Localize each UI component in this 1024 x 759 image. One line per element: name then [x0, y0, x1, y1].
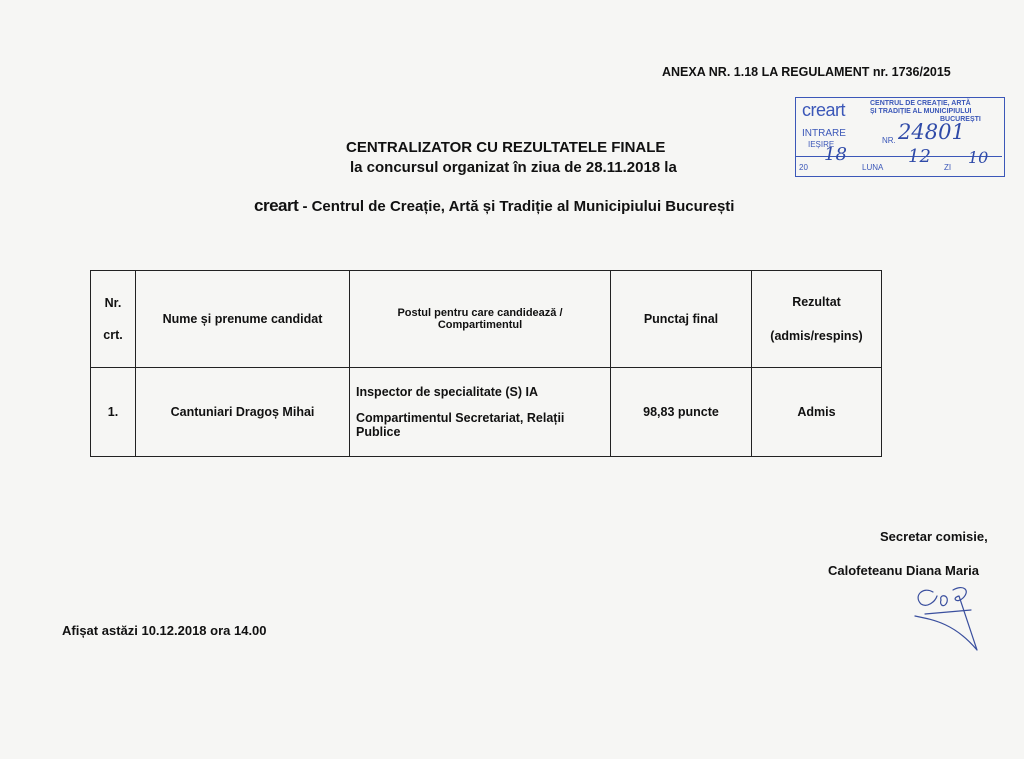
header-nr-line2: crt.	[103, 328, 123, 342]
secretary-name: Calofeteanu Diana Maria	[828, 563, 979, 578]
cell-post-department: Compartimentul Secretariat, Relații Publice	[356, 411, 565, 439]
stamp-org-line: CENTRUL DE CREAȚIE, ARTĂ	[870, 100, 971, 107]
stamp-nr: NR.	[882, 136, 896, 145]
stamp-zi: ZI	[944, 163, 952, 172]
annex-reference: ANEXA NR. 1.18 LA REGULAMENT nr. 1736/2015	[662, 65, 951, 79]
results-table	[90, 270, 882, 457]
stamp-month-handwritten: 12	[908, 146, 931, 167]
stamp-year-prefix: 20	[799, 163, 808, 172]
creart-logo: creart	[254, 196, 299, 215]
institution-name: - Centrul de Creație, Artă și Tradiție al Municipiului București	[302, 198, 735, 215]
cell-name: Cantuniari Dragoș Mihai	[136, 368, 350, 457]
stamp-year-handwritten: 18	[824, 144, 847, 165]
posted-date: Afișat astăzi 10.12.2018 ora 14.00	[62, 623, 267, 638]
stamp-number-handwritten: 24801	[898, 120, 965, 144]
table-header-row	[91, 271, 882, 368]
secretary-label: Secretar comisie,	[880, 529, 988, 544]
cell-score: 98,83 puncte	[611, 368, 752, 457]
header-result-line2: (admis/respins)	[770, 329, 863, 343]
registration-stamp	[795, 97, 1005, 177]
header-result-line1: Rezultat	[792, 295, 841, 309]
table-row	[91, 368, 882, 457]
stamp-org-line: ȘI TRADIȚIE AL MUNICIPIULUI	[870, 108, 972, 115]
cell-result: Admis	[752, 368, 882, 457]
header-nr	[91, 271, 136, 368]
cell-post	[350, 368, 611, 457]
stamp-day-handwritten: 10	[968, 148, 989, 167]
stamp-intrare: INTRARE	[802, 128, 846, 139]
cell-nr: 1.	[91, 368, 136, 457]
stamp-logo: creart	[802, 100, 846, 120]
institution-line	[254, 196, 734, 216]
header-name: Nume și prenume candidat	[136, 271, 350, 368]
header-post: Postul pentru care candidează / Compartimentul	[350, 271, 611, 368]
cell-post-title: Inspector de specialitate (S) IA	[356, 385, 538, 399]
header-result	[752, 271, 882, 368]
stamp-iesire: IEȘIRE	[808, 140, 835, 149]
stamp-luna: LUNA	[862, 163, 884, 172]
document-title: CENTRALIZATOR CU REZULTATELE FINALE	[346, 139, 666, 156]
document-subtitle: la concursul organizat în ziua de 28.11.2018 la	[350, 159, 677, 176]
signature	[905, 578, 985, 653]
stamp-org-line: BUCUREȘTI	[940, 116, 981, 123]
header-nr-line1: Nr.	[104, 296, 122, 310]
header-score: Punctaj final	[611, 271, 752, 368]
